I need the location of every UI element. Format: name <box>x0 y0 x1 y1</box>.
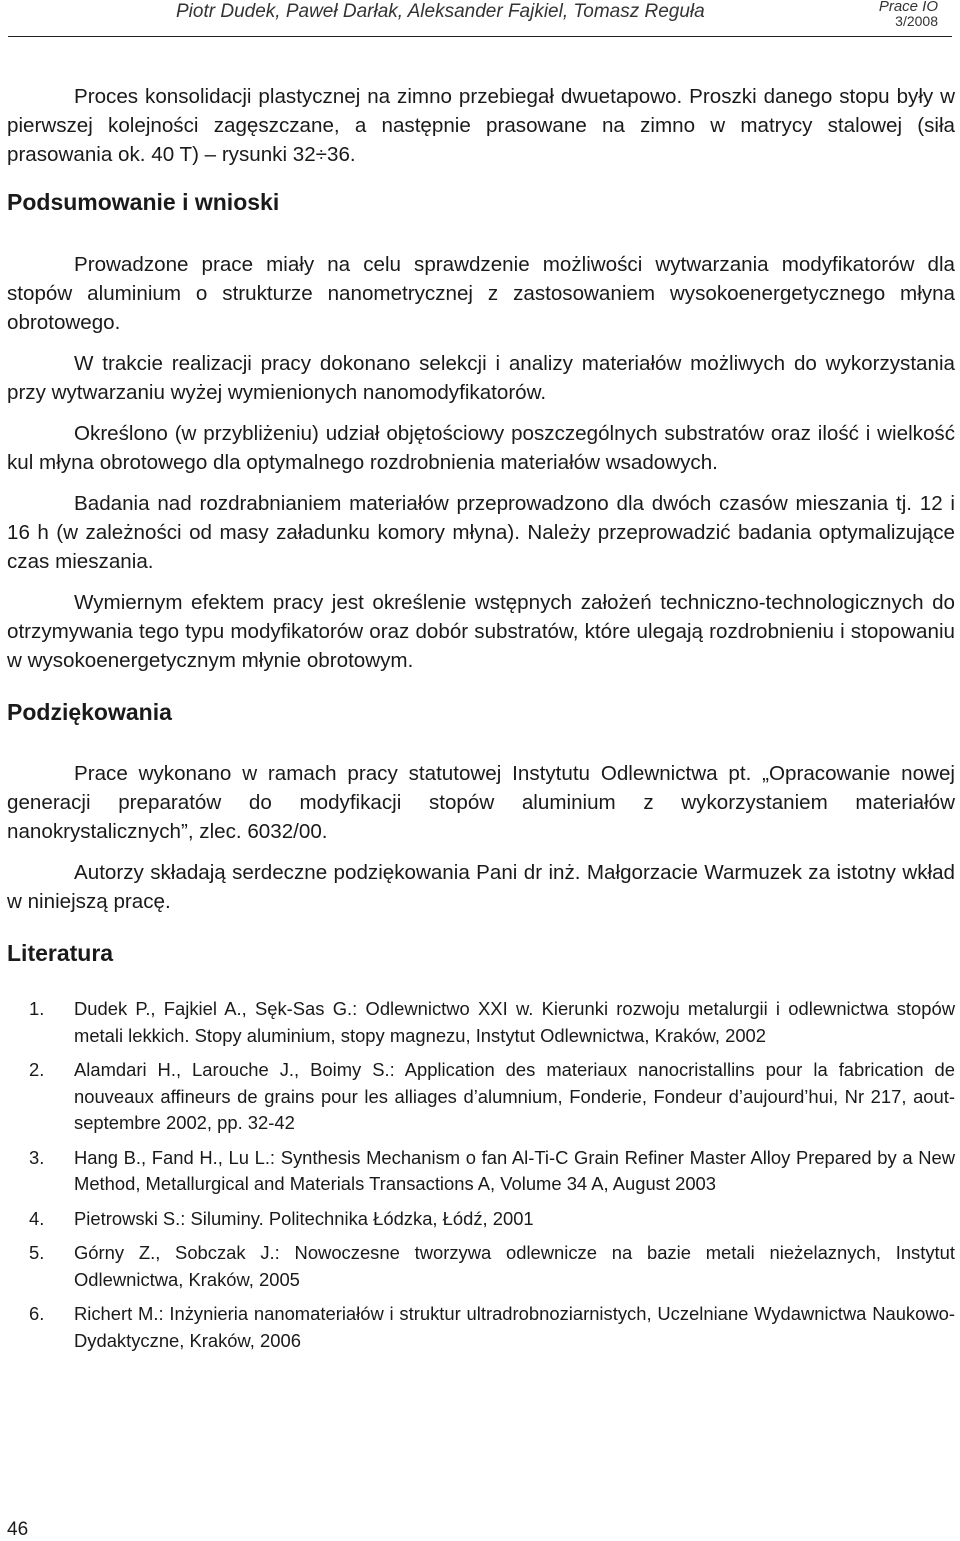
reference-item <box>7 1206 955 1233</box>
summary-paragraph: Prowadzone prace miały na celu sprawdzenie możliwości wytwarzania modyfikatorów dla stopów aluminium o strukturze nanometrycznej z zastosowaniem wysokoenergetycznego młyna obrotowego. <box>7 253 955 334</box>
header-authors: Piotr Dudek, Paweł Darłak, Aleksander Fajkiel, Tomasz Reguła <box>176 1 705 22</box>
section-title-summary: Podsumowanie i wnioski <box>7 189 280 215</box>
summary-paragraph: Badania nad rozdrabnianiem materiałów przeprowadzono dla dwóch czasów mieszania tj. 12 i 16 h (w zależności od masy załadunku komory młyna). Należy przeprowadzić badania optymalizujące czas mieszania. <box>7 492 955 573</box>
reference-text: Alamdari H., Larouche J., Boimy S.: Application des materiaux nanocristallins pour la fabrication de nouveaux affineurs de grains pour les alliages d’alumnium, Fonderie, Fondeur d’aujourd’hui, Nr 217, aout-septembre 2002, pp. 32-42 <box>74 1059 955 1133</box>
journal-name: Prace IO <box>878 0 938 15</box>
reference-number: 5. <box>29 1242 45 1263</box>
reference-item <box>7 1057 955 1137</box>
reference-number: 1. <box>29 998 45 1019</box>
summary-paragraph: Określono (w przybliżeniu) udział objętościowy poszczególnych substratów oraz ilość i wielkość kul młyna obrotowego dla optymalnego rozdrobnienia materiałów wsadowych. <box>7 422 955 474</box>
section-title-acknowledgements: Podziękowania <box>7 699 172 725</box>
journal-issue: 3/2008 <box>895 13 938 29</box>
reference-text: Dudek P., Fajkiel A., Sęk-Sas G.: Odlewnictwo XXI w. Kierunki rozwoju metalurgii i odlewnictwa stopów metali lekkich. Stopy aluminium, stopy magnezu, Instytut Odlewnictwa, Kraków, 2002 <box>74 998 955 1046</box>
summary-paragraph: Wymiernym efektem pracy jest określenie wstępnych założeń techniczno-technologicznych do otrzymywania tego typu modyfikatorów oraz dobór substratów, które ulegają rozdrobnieniu i stopowaniu w wysokoenergetycznym młynie obrotowym. <box>7 591 955 672</box>
section-title-literature: Literatura <box>7 940 114 966</box>
reference-item <box>7 996 955 1049</box>
reference-text: Richert M.: Inżynieria nanomateriałów i struktur ultradrobnoziarnistych, Uczelniane Wydawnictwa Naukowo-Dydaktyczne, Kraków, 2006 <box>74 1303 955 1351</box>
intro-paragraph: Proces konsolidacji plastycznej na zimno przebiegał dwuetapowo. Proszki danego stopu były w pierwszej kolejności zagęszczane, a następnie prasowane na zimno w matrycy stalowej (siła prasowania ok. 40 T) – rysunki 32÷36. <box>7 85 955 166</box>
reference-item <box>7 1301 955 1354</box>
reference-number: 6. <box>29 1303 45 1324</box>
reference-number: 4. <box>29 1207 45 1229</box>
reference-number: 2. <box>29 1059 45 1080</box>
page-content <box>7 82 955 1362</box>
reference-item <box>7 1145 955 1198</box>
header-journal <box>879 0 938 28</box>
reference-number: 3. <box>29 1146 45 1168</box>
acknowledgement-paragraph: Autorzy składają serdeczne podziękowania Pani dr inż. Małgorzacie Warmuzek za istotny wkład w niniejszą pracę. <box>7 861 955 913</box>
running-header <box>8 0 952 37</box>
reference-list <box>7 996 955 1354</box>
reference-text: Pietrowski S.: Siluminy. Politechnika Łódzka, Łódź, 2001 <box>74 1207 534 1229</box>
summary-paragraph: W trakcie realizacji pracy dokonano selekcji i analizy materiałów możliwych do wykorzystania przy wytwarzaniu wyżej wymienionych nanomodyfikatorów. <box>7 352 955 404</box>
reference-item <box>7 1240 955 1293</box>
page-number: 46 <box>7 1519 29 1540</box>
acknowledgement-paragraph: Prace wykonano w ramach pracy statutowej Instytutu Odlewnictwa pt. „Opracowanie nowej generacji preparatów do modyfikacji stopów aluminium z wykorzystaniem materiałów nanokrystalicznych”, zlec. 6032/00. <box>7 762 955 843</box>
reference-text: Hang B., Fand H., Lu L.: Synthesis Mechanism o fan Al-Ti-C Grain Refiner Master Alloy Prepared by a New Method, Metallurgical and Materials Transactions A, Volume 34 A, August 2003 <box>74 1146 955 1194</box>
reference-text: Górny Z., Sobczak J.: Nowoczesne tworzywa odlewnicze na bazie metali nieżelaznych, Instytut Odlewnictwa, Kraków, 2005 <box>74 1242 955 1290</box>
